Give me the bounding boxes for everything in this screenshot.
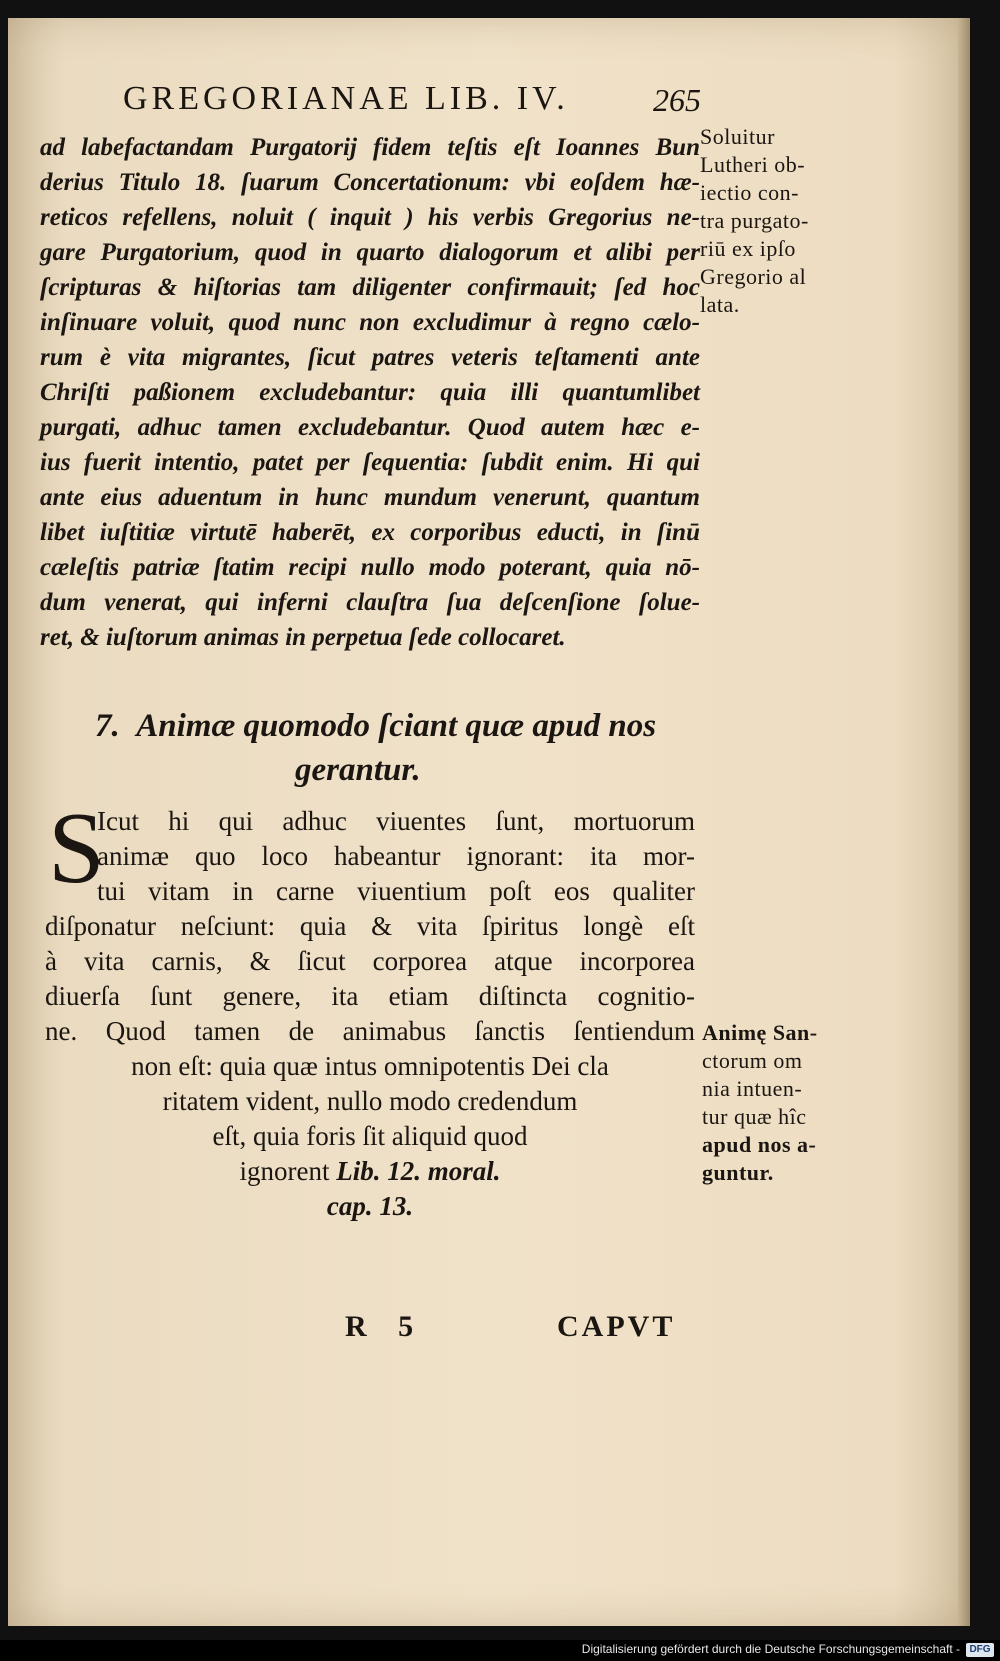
text-line: ſcripturas & hiſtorias tam diligenter confirmauit; ſed hoc <box>40 274 700 301</box>
text-line: tui vitam in carne viuentium poſt eos qualiter <box>97 876 695 906</box>
margin-note-line: Gregorio al <box>700 264 807 289</box>
margin-note-line: iectio con- <box>700 180 799 205</box>
section-number: 7. <box>95 708 120 744</box>
italic-passage <box>40 130 700 655</box>
margin-note-line: nia intuen- <box>702 1076 803 1101</box>
margin-note-line: Lutheri ob- <box>700 152 806 177</box>
margin-note-line: Soluitur <box>700 124 775 149</box>
running-head <box>113 58 718 118</box>
margin-note-line: tra purgato- <box>700 208 809 233</box>
text-line <box>45 1154 695 1189</box>
margin-note-line: apud nos a- <box>702 1132 817 1157</box>
catchline <box>345 1310 705 1360</box>
dfg-logo: DFG <box>966 1643 994 1657</box>
citation: Lib. 12. moral. <box>336 1156 501 1186</box>
digitization-footer <box>0 1640 1000 1661</box>
drop-cap: S <box>48 792 105 905</box>
page-number: 265 <box>653 82 701 118</box>
text-line: purgati, adhuc tamen excludebantur. Quod autem hæc e- <box>40 414 700 441</box>
text-line: ritatem vident, nullo modo credendum <box>162 1086 578 1116</box>
margin-note-line: guntur. <box>702 1160 774 1185</box>
text-line: non eſt: quia quæ intus omnipotentis Dei cla <box>131 1051 609 1081</box>
margin-note <box>702 1019 872 1187</box>
margin-note-line: riū ex ipſo <box>700 236 796 261</box>
text-line: reticos refellens, noluit ( inquit ) his verbis Gregorius ne- <box>40 204 700 231</box>
text-line: animæ quo loco habeantur ignorant: ita mor- <box>97 841 695 871</box>
text-line: cæleſtis patriæ ſtatim recipi nullo modo poterant, quia nō- <box>40 554 700 581</box>
text-line: ret, & iuſtorum animas in perpetua ſede collocaret. <box>40 624 566 651</box>
text-line: libet iuſtitiæ virtutē haberēt, ex corporibus educti, in ſinū <box>40 519 700 546</box>
text-line: Icut hi qui adhuc viuentes ſunt, mortuorum <box>97 806 695 836</box>
closing-text: ignorent <box>239 1156 330 1186</box>
text-line: ad labefactandam Purgatorij fidem teſtis eſt Ioannes Bun <box>40 134 700 161</box>
text-line: à vita carnis, & ſicut corporea atque incorporea <box>45 946 695 976</box>
citation: cap. 13. <box>326 1191 414 1221</box>
margin-note-line: lata. <box>700 292 740 317</box>
heading-line <box>95 704 675 748</box>
text-line: inſinuare voluit, quod nunc non excludimur à regno cælo- <box>40 309 700 336</box>
running-title: GREGORIANAE LIB. IV. <box>123 80 569 117</box>
margin-note <box>700 123 870 319</box>
text-line: derius Titulo 18. ſuarum Concertationum: vbi eoſdem hæ- <box>40 169 700 196</box>
signature-mark: R 5 <box>345 1310 426 1343</box>
text-line: diuerſa ſunt genere, ita etiam diſtincta cognitio- <box>45 981 695 1011</box>
text-line: diſponatur neſciunt: quia & vita ſpiritus longè eſt <box>45 911 695 941</box>
text-line <box>45 1189 695 1224</box>
text-line: eſt, quia foris ſit aliquid quod <box>212 1121 528 1151</box>
margin-note-line: tur quæ hîc <box>702 1104 807 1129</box>
digitization-credit: Digitalisierung gefördert durch die Deutsche Forschungsgemeinschaft - <box>581 1642 960 1656</box>
section-heading <box>95 704 675 792</box>
margin-note-line: ctorum om <box>702 1048 803 1073</box>
heading-text: Animæ quomodo ſciant quæ apud nos <box>136 708 657 744</box>
text-line: gare Purgatorium, quod in quarto dialogorum et alibi per <box>40 239 700 266</box>
page-edge <box>958 18 970 1626</box>
text-line: rum è vita migrantes, ſicut patres veteris teſtamenti ante <box>40 344 700 371</box>
text-line: ante eius aduentum in hunc mundum venerunt, quantum <box>40 484 700 511</box>
roman-passage <box>45 792 695 1224</box>
text-line: Chriſti paßionem excludebantur: quia illi quantumlibet <box>40 379 700 406</box>
catchword: CAPVT <box>557 1310 676 1343</box>
heading-line: gerantur. <box>295 752 421 788</box>
margin-note-line: Animę San- <box>702 1020 818 1045</box>
text-line: ius fuerit intentio, patet per ſequentia: ſubdit enim. Hi qui <box>40 449 700 476</box>
text-line: dum venerat, qui inferni clauſtra ſua deſcenſione ſolue- <box>40 589 700 616</box>
text-line: ne. Quod tamen de animabus ſanctis ſentiendum <box>45 1016 695 1046</box>
